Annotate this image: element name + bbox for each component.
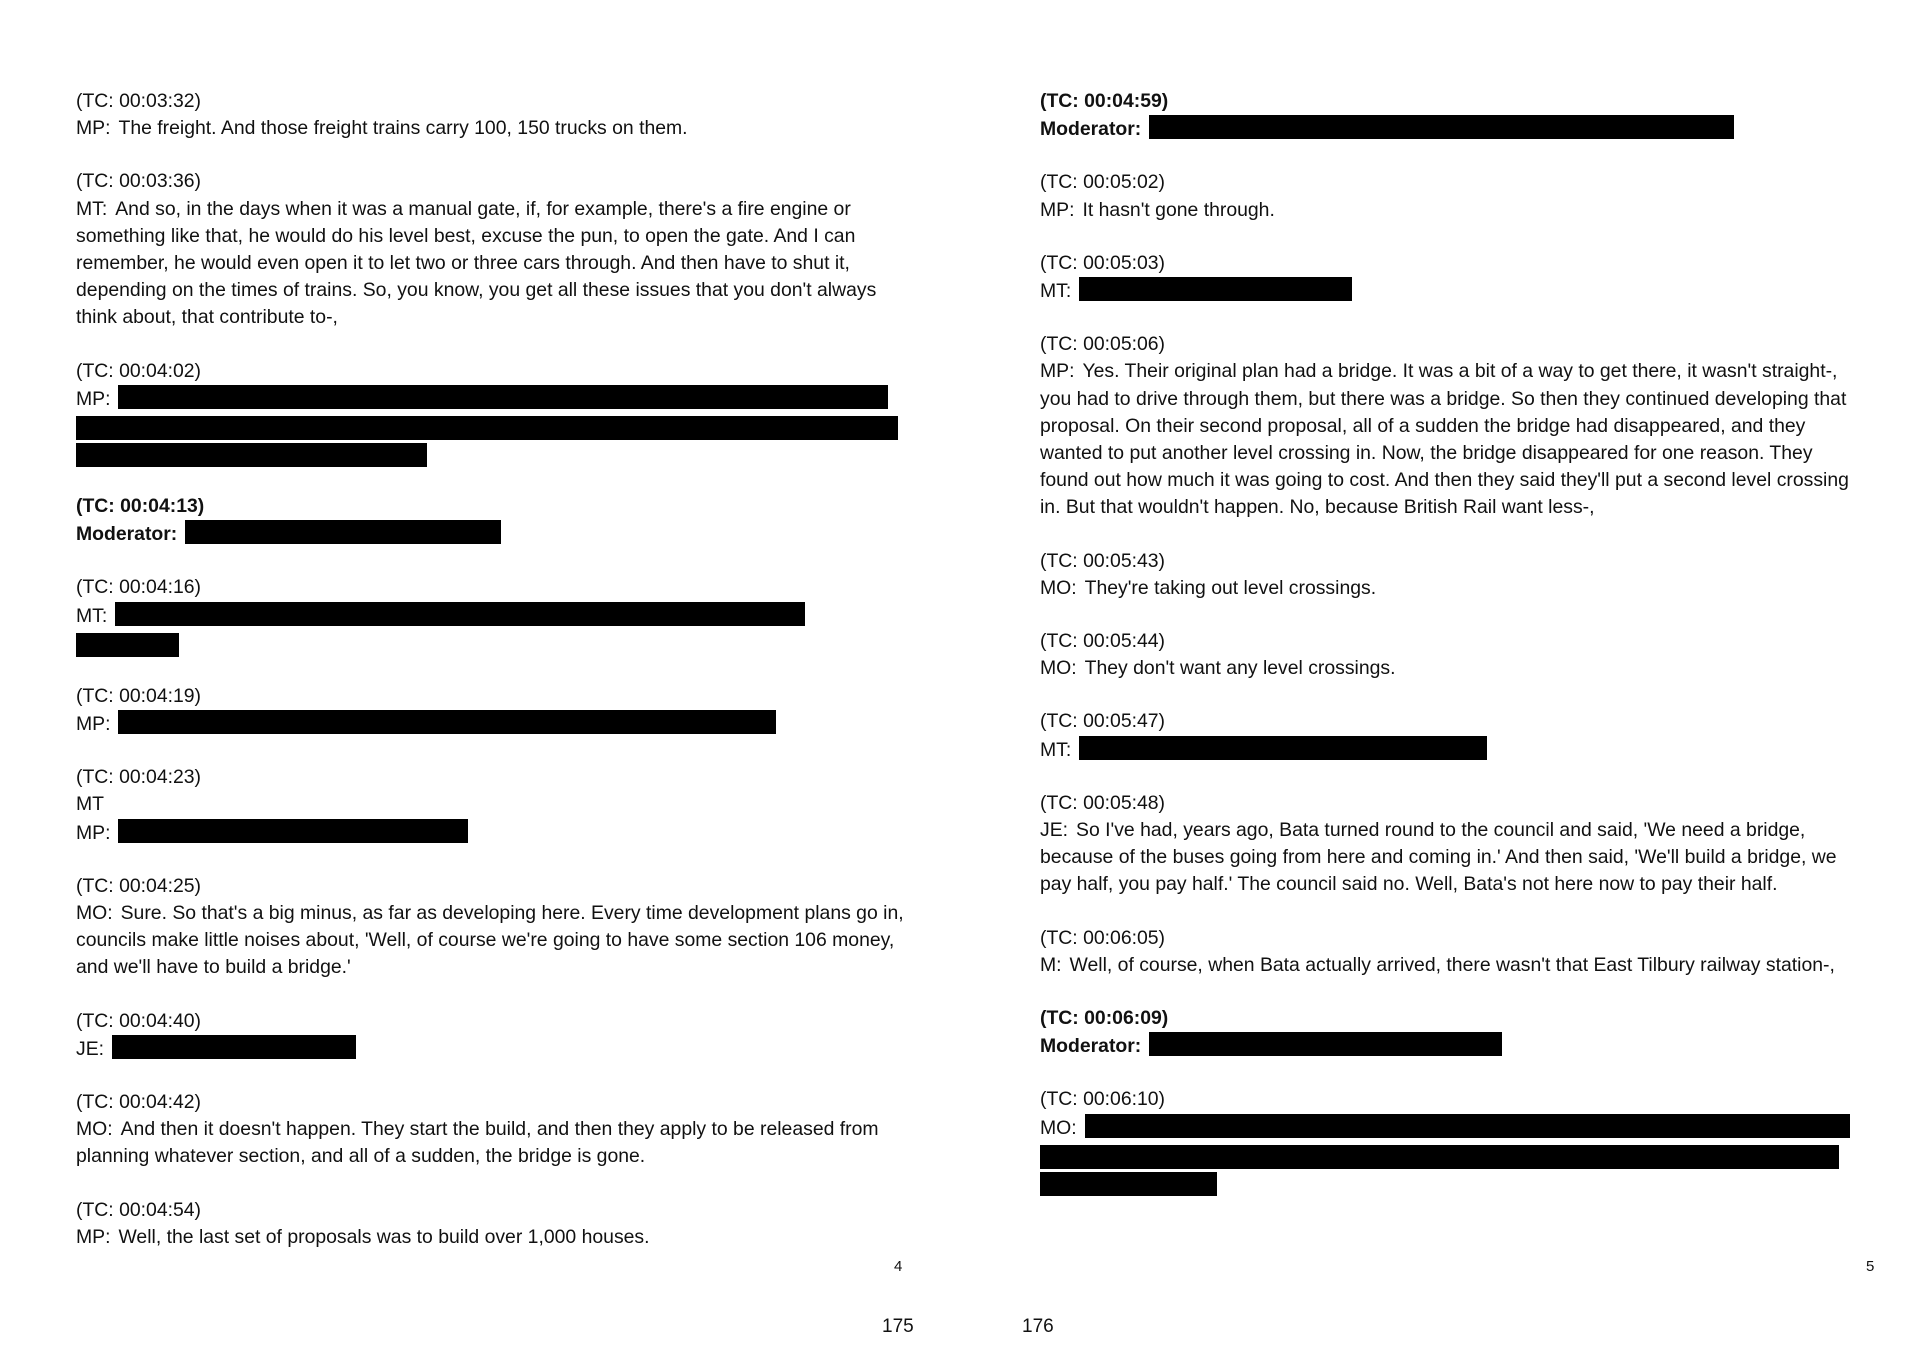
- transcript-entry: [76, 358, 906, 467]
- timecode: (TC: 00:04:02): [76, 359, 202, 382]
- speaker-label: MT:: [1040, 738, 1072, 761]
- transcript-entry: [1040, 250, 1850, 305]
- utterance-text: So I've had, years ago, Bata turned round to the council and said, 'We need a bridge, because of the buses going from here and coming in.' And then said, 'We'll build a bridge, we pay half, you pay half.' The council said no. Well, Bata's not here now to pay their half.: [1040, 819, 1837, 896]
- transcript-entry: [76, 683, 906, 738]
- timecode: (TC: 00:04:25): [76, 874, 202, 897]
- timecode: (TC: 00:06:09): [1040, 1007, 1169, 1030]
- timecode: (TC: 00:04:16): [76, 576, 202, 599]
- speaker-label: MT:: [76, 604, 108, 627]
- timecode: (TC: 00:04:42): [76, 1091, 202, 1114]
- redaction-bar: [118, 710, 776, 734]
- speaker-label: MO:: [76, 902, 113, 925]
- utterance-text: They don't want any level crossings.: [1084, 657, 1396, 680]
- speaker-label: JE:: [1040, 819, 1069, 842]
- redaction-bar: [1040, 1145, 1839, 1169]
- speaker-label: MO:: [1040, 576, 1077, 599]
- timecode: (TC: 00:03:32): [76, 90, 202, 112]
- utterance-text: And then it doesn't happen. They start the build, and then they apply to be released from planning whatever section, and all of a sudden, the bridge is gone.: [76, 1118, 879, 1168]
- utterance-text: Sure. So that's a big minus, as far as developing here. Every time development plans go in, councils make little noises about, 'Well, of course we're going to have some section 106 money, and we'll have to build a bridge.': [76, 902, 904, 979]
- redaction-bar: [1079, 277, 1352, 301]
- transcript-entry: [1040, 628, 1850, 682]
- redaction-bar: [76, 443, 427, 467]
- speaker-label: MO:: [1040, 657, 1077, 680]
- redaction-bar: [1149, 115, 1734, 139]
- speaker-label: MP:: [76, 1225, 111, 1248]
- timecode: (TC: 00:05:02): [1040, 171, 1166, 194]
- timecode: (TC: 00:05:03): [1040, 251, 1166, 274]
- redaction-bar: [118, 385, 888, 409]
- redaction-bar: [1040, 1172, 1217, 1196]
- redaction-bar: [1079, 736, 1487, 760]
- speaker-label: Moderator:: [1040, 1035, 1142, 1058]
- transcript-entry: [76, 1089, 906, 1171]
- timecode: (TC: 00:05:48): [1040, 791, 1166, 814]
- timecode: (TC: 00:06:05): [1040, 926, 1166, 949]
- transcript-entry: [76, 493, 906, 548]
- utterance-text: Well, the last set of proposals was to build over 1,000 houses.: [118, 1225, 650, 1248]
- transcript-entry: [76, 1008, 906, 1063]
- timecode: (TC: 00:05:47): [1040, 710, 1166, 733]
- utterance-text: It hasn't gone through.: [1082, 198, 1275, 221]
- utterance-text: Yes. Their original plan had a bridge. It was a bit of a way to get there, it wasn't straight-, you had to drive through them, but there was a bridge. So then they continued developing that proposal. On their second proposal, all of a sudden the bridge had disappeared, and they wanted to put another level crossing in. Now, the bridge disappeared for one reason. They found out how much it was going to cost. And then they said they'll put a second level crossing in. But that wouldn't happen. No, because British Rail want less-,: [1040, 360, 1849, 519]
- timecode: (TC: 00:04:54): [76, 1198, 202, 1221]
- transcript-entry: [1040, 790, 1850, 899]
- speaker-label: MT:: [1040, 280, 1072, 303]
- speaker-label: MP:: [1040, 198, 1075, 221]
- timecode: (TC: 00:04:19): [76, 684, 202, 707]
- redaction-bar: [76, 633, 179, 657]
- utterance-text: Well, of course, when Bata actually arrived, there wasn't that East Tilbury railway station-,: [1069, 953, 1835, 976]
- timecode: (TC: 00:06:10): [1040, 1088, 1166, 1111]
- book-folio-right: 176: [1022, 1316, 1054, 1337]
- timecode: (TC: 00:05:43): [1040, 549, 1166, 572]
- timecode: (TC: 00:04:23): [76, 766, 202, 789]
- book-folio-left: 175: [882, 1316, 914, 1337]
- timecode: (TC: 00:04:59): [1040, 90, 1169, 112]
- speaker-label: MO:: [76, 1118, 113, 1141]
- transcript-entry: [1040, 925, 1850, 979]
- transcript-column: [1040, 88, 1850, 1222]
- speaker-label: M:: [1040, 953, 1062, 976]
- speaker-label: MT: [76, 793, 104, 816]
- transcript-column: [76, 88, 906, 1277]
- transcript-entry: [76, 168, 906, 331]
- redaction-bar: [1149, 1032, 1502, 1056]
- transcript-entry: [1040, 548, 1850, 602]
- transcript-entry: [76, 1197, 906, 1251]
- redaction-bar: [1085, 1114, 1850, 1138]
- speaker-label: MP:: [76, 117, 111, 140]
- transcript-entry: [1040, 1005, 1850, 1060]
- timecode: (TC: 00:05:06): [1040, 333, 1166, 356]
- transcript-entry: [1040, 1086, 1850, 1195]
- redaction-bar: [185, 520, 501, 544]
- redaction-bar: [112, 1035, 356, 1059]
- timecode: (TC: 00:03:36): [76, 170, 202, 193]
- speaker-label: MP:: [76, 821, 111, 844]
- utterance-text: They're taking out level crossings.: [1084, 576, 1377, 599]
- transcript-entry: [1040, 331, 1850, 521]
- timecode: (TC: 00:05:44): [1040, 630, 1166, 653]
- utterance-text: And so, in the days when it was a manual gate, if, for example, there's a fire engine or something like that, he would do his level best, excuse the pun, to open the gate. And I can remember, he would even open it to let two or three cars through. And then have to shut it, depending on the times of trains. So, you know, you get all these issues that you don't always think about, that contribute to-,: [76, 197, 877, 329]
- speaker-label: Moderator:: [1040, 118, 1142, 141]
- redaction-bar: [118, 819, 468, 843]
- redaction-bar: [76, 416, 898, 440]
- speaker-label: MO:: [1040, 1116, 1077, 1139]
- transcript-entry: [76, 88, 906, 142]
- speaker-label: MP:: [76, 387, 111, 410]
- timecode: (TC: 00:04:13): [76, 495, 205, 518]
- transcript-entry: [76, 764, 906, 847]
- transcript-entry: [1040, 169, 1850, 223]
- speaker-label: MT:: [76, 197, 108, 220]
- speaker-label: JE:: [76, 1037, 105, 1060]
- redaction-bar: [115, 602, 805, 626]
- page-number: 5: [1866, 1258, 1875, 1275]
- transcript-entry: [76, 873, 906, 982]
- speaker-label: MP:: [1040, 360, 1075, 383]
- right-page: [960, 0, 1920, 1364]
- transcript-entry: [1040, 88, 1850, 143]
- timecode: (TC: 00:04:40): [76, 1009, 202, 1032]
- speaker-label: Moderator:: [76, 523, 178, 546]
- transcript-entry: [76, 574, 906, 656]
- page-number: 4: [894, 1258, 903, 1275]
- speaker-label: MP:: [76, 713, 111, 736]
- transcript-entry: [1040, 708, 1850, 763]
- utterance-text: The freight. And those freight trains carry 100, 150 trucks on them.: [118, 117, 688, 140]
